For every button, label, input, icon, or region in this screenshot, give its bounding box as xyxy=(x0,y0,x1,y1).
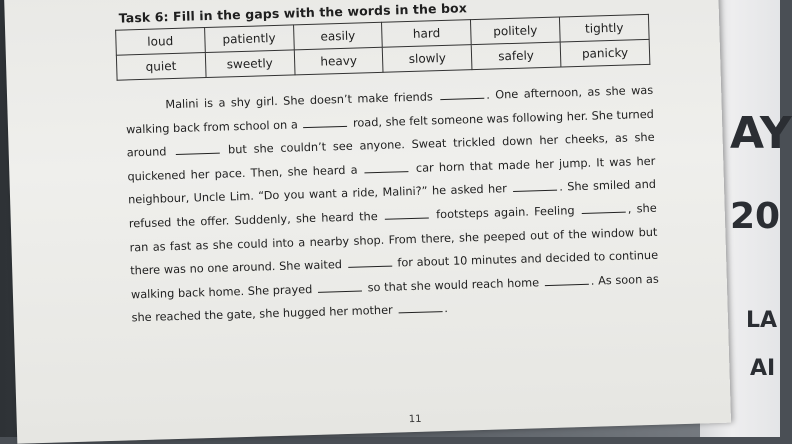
blank-3[interactable] xyxy=(175,143,219,155)
passage-text: road, she felt someone was following her. She turned around xyxy=(126,107,655,160)
passage xyxy=(125,79,660,330)
passage-text: . One afternoon, as she was walking back from school on a xyxy=(125,83,654,137)
side-fragment: 20 xyxy=(730,196,781,237)
word-cell: safely xyxy=(471,42,561,70)
passage-text: footsteps again. Feeling xyxy=(436,204,575,222)
blank-2[interactable] xyxy=(303,115,347,127)
word-cell: sweetly xyxy=(205,50,295,78)
word-cell: slowly xyxy=(383,45,472,73)
passage-text: but she couldn’t see anyone. Sweat trickled down her cheeks, as she quickened her pace. Then, she heard a xyxy=(127,130,655,184)
word-box xyxy=(115,14,650,81)
word-cell: loud xyxy=(116,28,205,56)
passage-text: so that she would reach home xyxy=(367,276,540,295)
page-number: 11 xyxy=(408,413,422,426)
passage-paragraph xyxy=(125,79,660,330)
word-cell: hard xyxy=(382,20,471,48)
blank-5[interactable] xyxy=(513,180,557,192)
side-fragment: LA xyxy=(746,308,778,333)
passage-text: . As soon as she reached the gate, she hugged her mother xyxy=(131,272,659,325)
side-fragment: AY xyxy=(730,108,792,159)
blank-11[interactable] xyxy=(398,301,442,313)
blank-9[interactable] xyxy=(318,280,362,292)
word-cell: heavy xyxy=(294,47,383,75)
blank-1[interactable] xyxy=(440,88,484,100)
side-fragment: AI xyxy=(750,356,776,381)
blank-7[interactable] xyxy=(582,202,626,214)
passage-text: Malini is a shy girl. She doesn’t make friends xyxy=(165,90,433,112)
task-title: Task 6: Fill in the gaps with the words in the box xyxy=(118,0,468,26)
passage-text: car horn that made her jump. It was her neighbour, Uncle Lim. “Do you want a ride, Malini?” he asked her xyxy=(127,154,656,207)
blank-4[interactable] xyxy=(365,161,409,173)
word-cell: easily xyxy=(293,22,382,50)
passage-text: . She smiled and refused the offer. Suddenly, she heard the xyxy=(128,178,657,231)
word-cell: quiet xyxy=(116,53,205,81)
worksheet-page xyxy=(4,0,731,444)
blank-10[interactable] xyxy=(545,274,589,286)
task-content xyxy=(113,0,662,331)
passage-text: , she ran as fast as she could into a nearby shop. From there, she peeped out of the window but there was no one around. She waited xyxy=(129,201,658,278)
blank-8[interactable] xyxy=(347,256,391,268)
blank-6[interactable] xyxy=(385,207,429,219)
passage-text: . xyxy=(444,302,449,316)
word-cell: tightly xyxy=(559,14,649,42)
word-cell: politely xyxy=(471,17,561,45)
word-cell: panicky xyxy=(560,39,650,67)
word-cell: patiently xyxy=(204,25,294,53)
passage-text: for about 10 minutes and decided to continue walking back home. She prayed xyxy=(130,248,659,302)
